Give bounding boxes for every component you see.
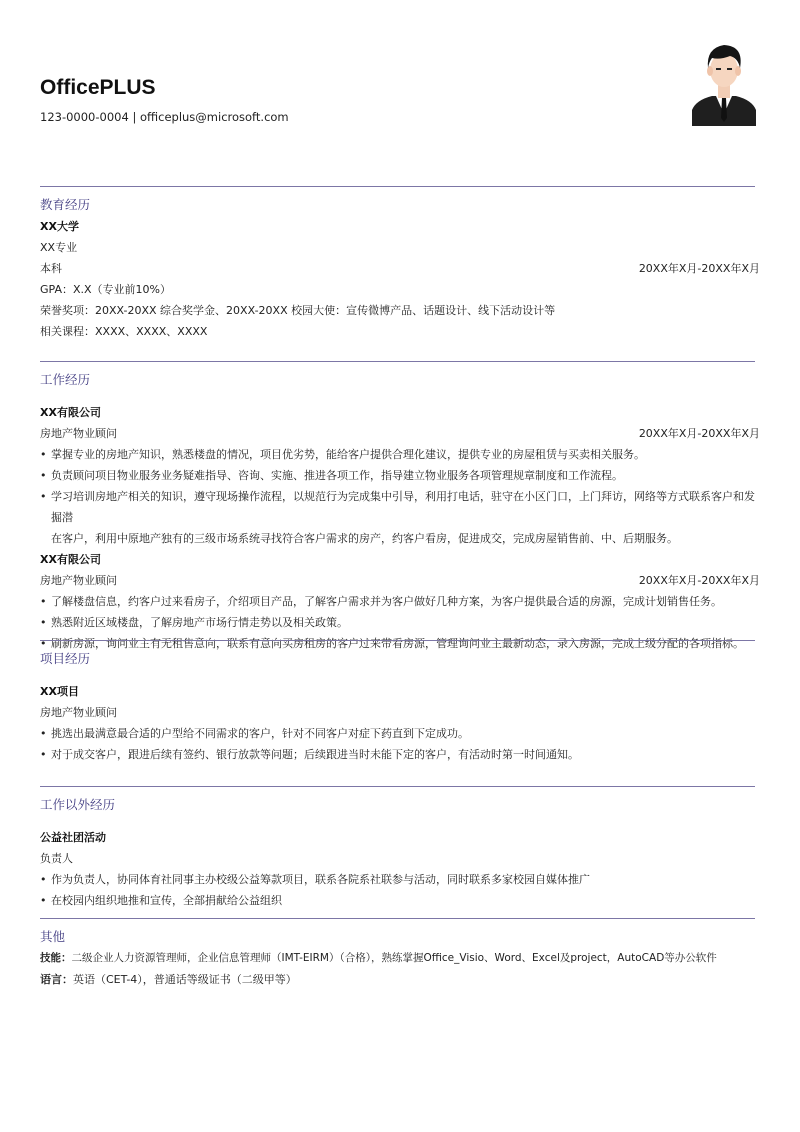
skills-label: 技能： (40, 952, 72, 964)
work-section (40, 361, 760, 654)
honors: 荣誉奖项：20XX-20XX 综合奖学金、20XX-20XX 校园大使：宣传微博产品、话题设计、线下活动设计等 (40, 304, 556, 317)
activity-name: 公益社团活动 (40, 831, 106, 844)
list-item: • 掌握专业的房地产知识，熟悉楼盘的情况，项目优劣势，能给客户提供合理化建议，提供专业的房屋租赁与买卖相关服务。 (40, 444, 755, 465)
list-item: • 作为负责人，协同体育社同事主办校级公益筹款项目，联系各院系社联参与活动，同时联系多家校园自媒体推广 (40, 869, 755, 890)
list-item: • 挑选出最满意最合适的户型给不同需求的客户，针对不同客户对症下药直到下定成功。 (40, 723, 755, 744)
project-role: 房地产物业顾问 (40, 706, 117, 719)
list-item: • 在校园内组织地推和宣传，全部捐献给公益组织 (40, 890, 755, 911)
list-item: • 学习培训房地产相关的知识，遵守现场操作流程，以规范行为完成集中引导，利用打电话，驻守在小区门口，上门拜访，网络等方式联系客户和发掘潜 (40, 486, 755, 528)
other-section (40, 918, 755, 990)
section-title-work: 工作经历 (40, 372, 91, 387)
section-title-projects: 项目经历 (40, 651, 91, 666)
job-role: 房地产物业顾问 (40, 574, 117, 587)
language-text: 英语（CET-4），普通话等级证书（二级甲等） (73, 973, 297, 986)
extra-section (40, 786, 755, 911)
language-label: 语言： (40, 973, 73, 986)
list-item: • 对于成交客户，跟进后续有签约、银行放款等问题；后续跟进当时未能下定的客户，有活动时第一时间通知。 (40, 744, 755, 765)
list-item: • 负责顾问项目物业服务业务疑难指导、咨询、实施、推进各项工作，指导建立物业服务各项管理规章制度和工作流程。 (40, 465, 755, 486)
job-dates: 20XX年X月-20XX年X月 (638, 574, 760, 587)
courses: 相关课程：XXXX、XXXX、XXXX (40, 325, 208, 338)
list-item: • 刷新房源，询问业主有无租售意向，联系有意向买房租房的客户过来带看房源，管理询问业主最新动态，录入房源，完成上级分配的各项指标。 (40, 633, 755, 654)
job-role: 房地产物业顾问 (40, 427, 117, 440)
skills-row (40, 948, 755, 969)
section-title-education: 教育经历 (40, 197, 91, 212)
school-name: XX大学 (40, 220, 79, 233)
list-item: • 了解楼盘信息，约客户过来看房子，介绍项目产品，了解客户需求并为客户做好几种方案，为客户提供最合适的房源，完成计划销售任务。 (40, 591, 755, 612)
education-section (40, 186, 760, 342)
contact-info: 123-0000-0004 | officeplus@microsoft.com (40, 110, 289, 124)
section-title-extra: 工作以外经历 (40, 797, 116, 812)
projects-section (40, 640, 755, 765)
skills-text: 二级企业人力资源管理师，企业信息管理师（IMT-EIRM）（合格），熟练掌握Office_Visio、Word、Excel及project，AutoCAD等办公软件 (71, 952, 717, 964)
language-row (40, 969, 755, 990)
section-title-other: 其他 (40, 929, 66, 944)
major: XX专业 (40, 241, 78, 254)
job-row (40, 423, 760, 444)
avatar (692, 38, 756, 126)
degree: 本科 (40, 262, 62, 275)
activity-role: 负责人 (40, 852, 73, 865)
project-name: XX项目 (40, 685, 79, 698)
degree-row (40, 258, 760, 279)
list-item-continued: 在客户，利用中原地产独有的三级市场系统寻找符合客户需求的房产，约客户看房，促进成交，完成房屋销售前、中、后期服务。 (51, 532, 678, 545)
list-item: • 熟悉附近区域楼盘，了解房地产市场行情走势以及相关政策。 (40, 612, 755, 633)
job-dates: 20XX年X月-20XX年X月 (638, 427, 760, 440)
education-dates: 20XX年X月-20XX年X月 (638, 262, 760, 275)
gpa: GPA：X.X（专业前10%） (40, 283, 171, 296)
job-row (40, 570, 760, 591)
company-name: XX有限公司 (40, 553, 101, 566)
company-name: XX有限公司 (40, 406, 101, 419)
candidate-name: OfficePLUS (40, 76, 156, 99)
